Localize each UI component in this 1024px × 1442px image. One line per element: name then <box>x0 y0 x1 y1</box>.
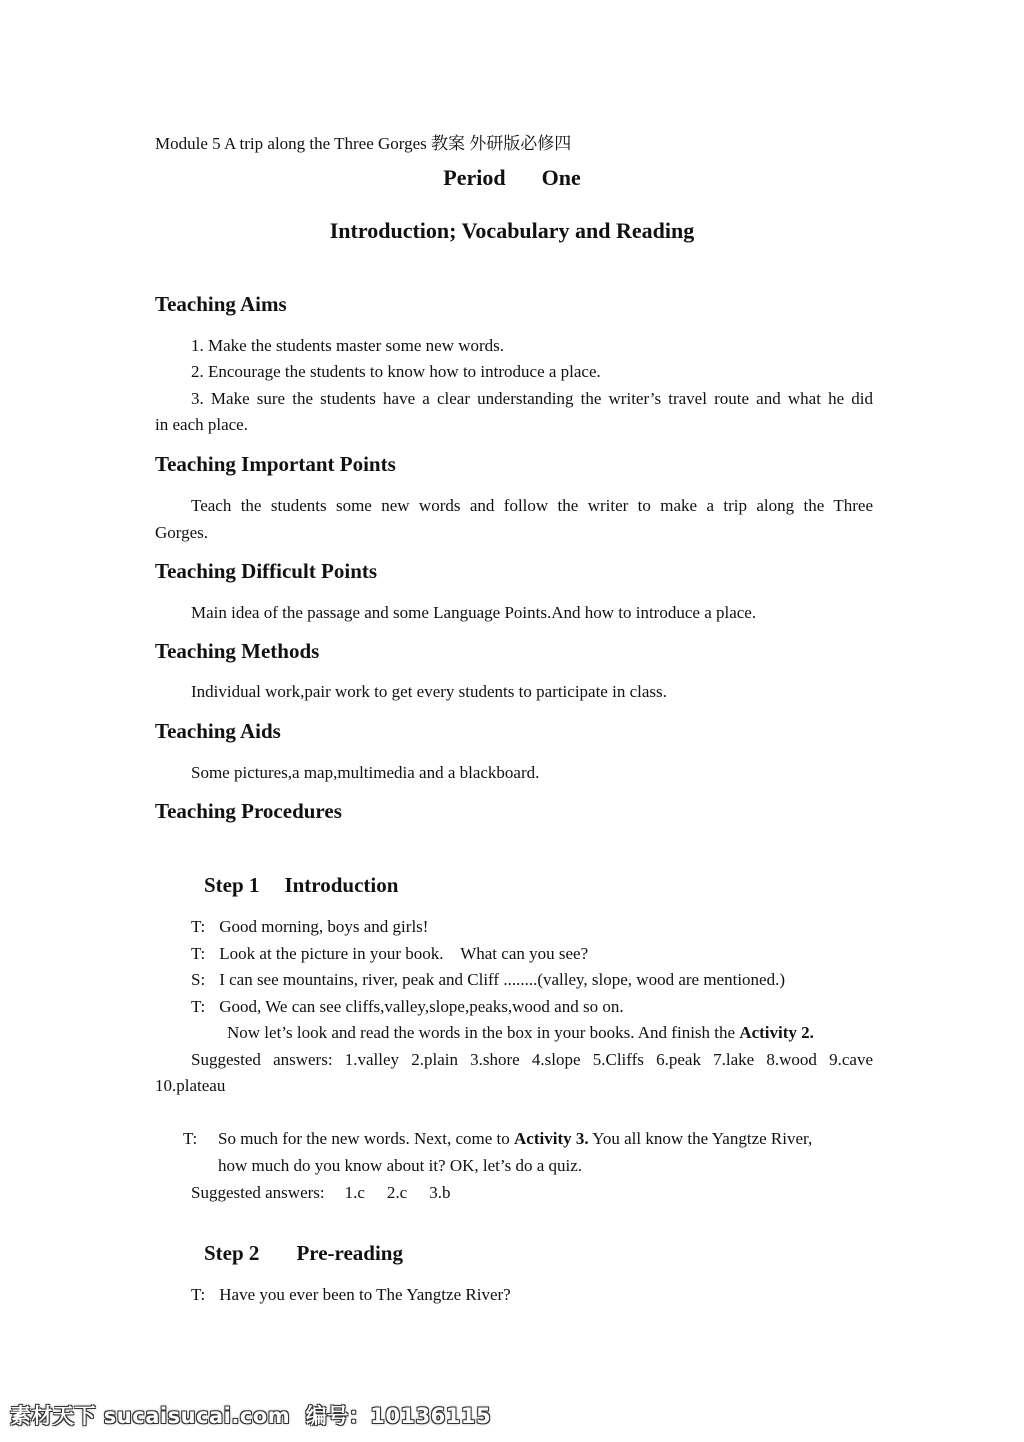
module-title: Module 5 A trip along the Three Gorges 教案 外研版必修四 <box>155 134 572 153</box>
dialogue-text: I can see mountains, river, peak and Cliff ........(valley, slope, wood are mentioned.) <box>219 970 786 989</box>
period-title <box>0 165 1024 191</box>
dialogue-text: Look at the picture in your book. What can you see? <box>219 944 589 963</box>
dialogue-line <box>191 1285 511 1305</box>
speaker: T: <box>191 997 206 1016</box>
dialogue-line <box>191 970 785 990</box>
answer: 2.c <box>386 1183 408 1202</box>
lesson-subtitle: Introduction; Vocabulary and Reading <box>329 218 695 243</box>
step-label: Step 2 <box>204 1241 260 1265</box>
dialogue-speaker: T: <box>183 1129 198 1148</box>
aims-item: 3. Make sure the students have a clear understanding the writer’s travel route and what he did <box>191 389 873 408</box>
suggested-answers-cont: 10.plateau <box>155 1076 226 1095</box>
methods-heading: Teaching Methods <box>155 639 320 663</box>
step-title: Pre-reading <box>296 1241 403 1265</box>
answer: 3.b <box>429 1183 451 1202</box>
difficult-heading: Teaching Difficult Points <box>155 559 378 583</box>
speaker: S: <box>191 970 206 989</box>
dialogue-text: Good, We can see cliffs,valley,slope,peaks,wood and so on. <box>219 997 624 1016</box>
answers-label: Suggested answers: <box>191 1183 325 1202</box>
methods-text: Individual work,pair work to get every students to participate in class. <box>191 682 667 701</box>
dialogue-text: Have you ever been to The Yangtze River? <box>219 1285 511 1304</box>
step1-heading <box>204 873 398 898</box>
dialogue-line <box>218 1129 812 1149</box>
answer: 1.c <box>344 1183 365 1202</box>
important-text-cont: Gorges. <box>155 523 209 542</box>
step-label: Step 1 <box>204 873 260 897</box>
aims-item: 2. Encourage the students to know how to introduce a place. <box>191 362 601 381</box>
continuation-text: Now let’s look and read the words in the box in your books. And finish the <box>227 1023 736 1042</box>
aims-item: 1. Make the students master some new words. <box>191 336 505 355</box>
watermark-bar <box>0 1392 1024 1442</box>
procedures-heading: Teaching Procedures <box>155 799 342 823</box>
period-word: Period <box>443 165 506 190</box>
activity-ref: Activity 2. <box>739 1023 814 1042</box>
speaker: T: <box>191 917 206 936</box>
important-heading: Teaching Important Points <box>155 452 396 476</box>
dialogue-text: So much for the new words. Next, come to <box>218 1129 510 1148</box>
speaker: T: <box>191 944 206 963</box>
step-title: Introduction <box>284 873 399 897</box>
activity-ref: Activity 3. <box>514 1129 589 1148</box>
suggested-answers: Suggested answers: 1.valley 2.plain 3.shore 4.slope 5.Cliffs 6.peak 7.lake 8.wood 9.cave <box>191 1050 873 1069</box>
dialogue-line <box>191 944 588 964</box>
aids-text: Some pictures,a map,multimedia and a blackboard. <box>191 763 540 782</box>
period-number: One <box>541 165 581 190</box>
watermark-text: 素材天下 sucaisucai.com 编号：10136115 <box>10 1404 492 1428</box>
aims-item-cont: in each place. <box>155 415 248 434</box>
dialogue-line <box>191 997 624 1017</box>
step2-heading <box>204 1241 403 1266</box>
dialogue-line-cont: how much do you know about it? OK, let’s do a quiz. <box>218 1156 583 1175</box>
difficult-text: Main idea of the passage and some Language Points.And how to introduce a place. <box>191 603 757 622</box>
dialogue-text: You all know the Yangtze River, <box>592 1129 813 1148</box>
dialogue-text: Good morning, boys and girls! <box>219 917 429 936</box>
dialogue-line <box>191 917 428 937</box>
suggested-answers-2 <box>191 1183 450 1203</box>
dialogue-continuation <box>227 1023 814 1043</box>
aids-heading: Teaching Aids <box>155 719 281 743</box>
important-text: Teach the students some new words and follow the writer to make a trip along the Three <box>191 496 873 515</box>
aims-heading: Teaching Aims <box>155 292 287 316</box>
speaker: T: <box>191 1285 206 1304</box>
